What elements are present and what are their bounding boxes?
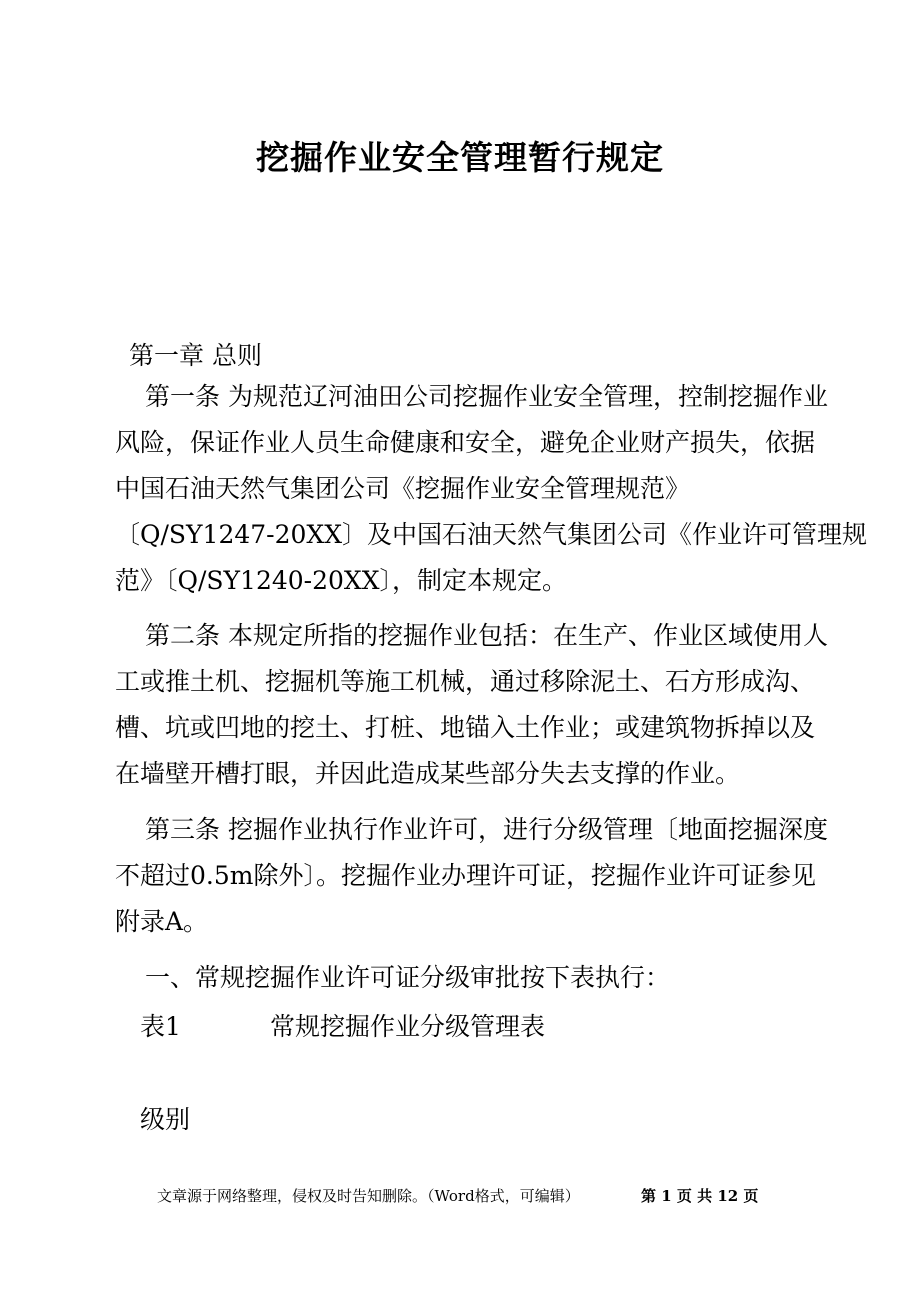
article-2	[115, 613, 828, 797]
table-caption	[140, 1004, 545, 1050]
article-3-line: 第三条 挖掘作业执行作业许可，进行分级管理〔地面挖掘深度	[145, 815, 828, 844]
table-caption-label: 表1	[140, 1012, 181, 1041]
footer-note: 文章源于网络整理，侵权及时告知删除。（Word格式，可编辑）	[157, 1187, 580, 1205]
section-1	[115, 955, 815, 1001]
article-1-line: 〔Q/SY1247-20XX〕及中国石油天然气集团公司《作业许可管理规	[115, 520, 868, 549]
table-header-level: 级别	[140, 1105, 191, 1134]
article-1-line: 第一条 为规范辽河油田公司挖掘作业安全管理，控制挖掘作业	[145, 382, 828, 411]
article-2-line: 工或推土机、挖掘机等施工机械，通过移除泥土、石方形成沟、	[115, 667, 816, 696]
article-1-line: 风险，保证作业人员生命健康和安全，避免企业财产损失，依据	[115, 428, 816, 457]
article-3-line: 附录A。	[115, 907, 209, 936]
table-header-row	[115, 1097, 815, 1143]
article-1	[115, 374, 868, 604]
table-caption-title: 常规挖掘作业分级管理表	[270, 1012, 546, 1041]
article-2-line: 槽、坑或凹地的挖土、打桩、地锚入土作业；或建筑物拆掉以及	[115, 713, 816, 742]
article-2-line: 在墙壁开槽打眼，并因此造成某些部分失去支撑的作业。	[115, 759, 741, 788]
article-3	[115, 807, 828, 945]
article-1-line: 范》〔Q/SY1240-20XX〕，制定本规定。	[115, 566, 568, 595]
article-3-line: 不超过0.5m除外〕。挖掘作业办理许可证，挖掘作业许可证参见	[115, 861, 816, 890]
document-title: 挖掘作业安全管理暂行规定	[256, 138, 664, 177]
section-1-heading: 一、常规挖掘作业许可证分级审批按下表执行：	[145, 963, 671, 992]
chapter-heading	[115, 333, 815, 379]
article-2-line: 第二条 本规定所指的挖掘作业包括：在生产、作业区域使用人	[145, 621, 828, 650]
chapter-title: 第一章 总则	[129, 341, 262, 370]
page-number: 第 1 页 共 12 页	[641, 1187, 759, 1205]
article-1-line: 中国石油天然气集团公司《挖掘作业安全管理规范》	[115, 474, 691, 503]
